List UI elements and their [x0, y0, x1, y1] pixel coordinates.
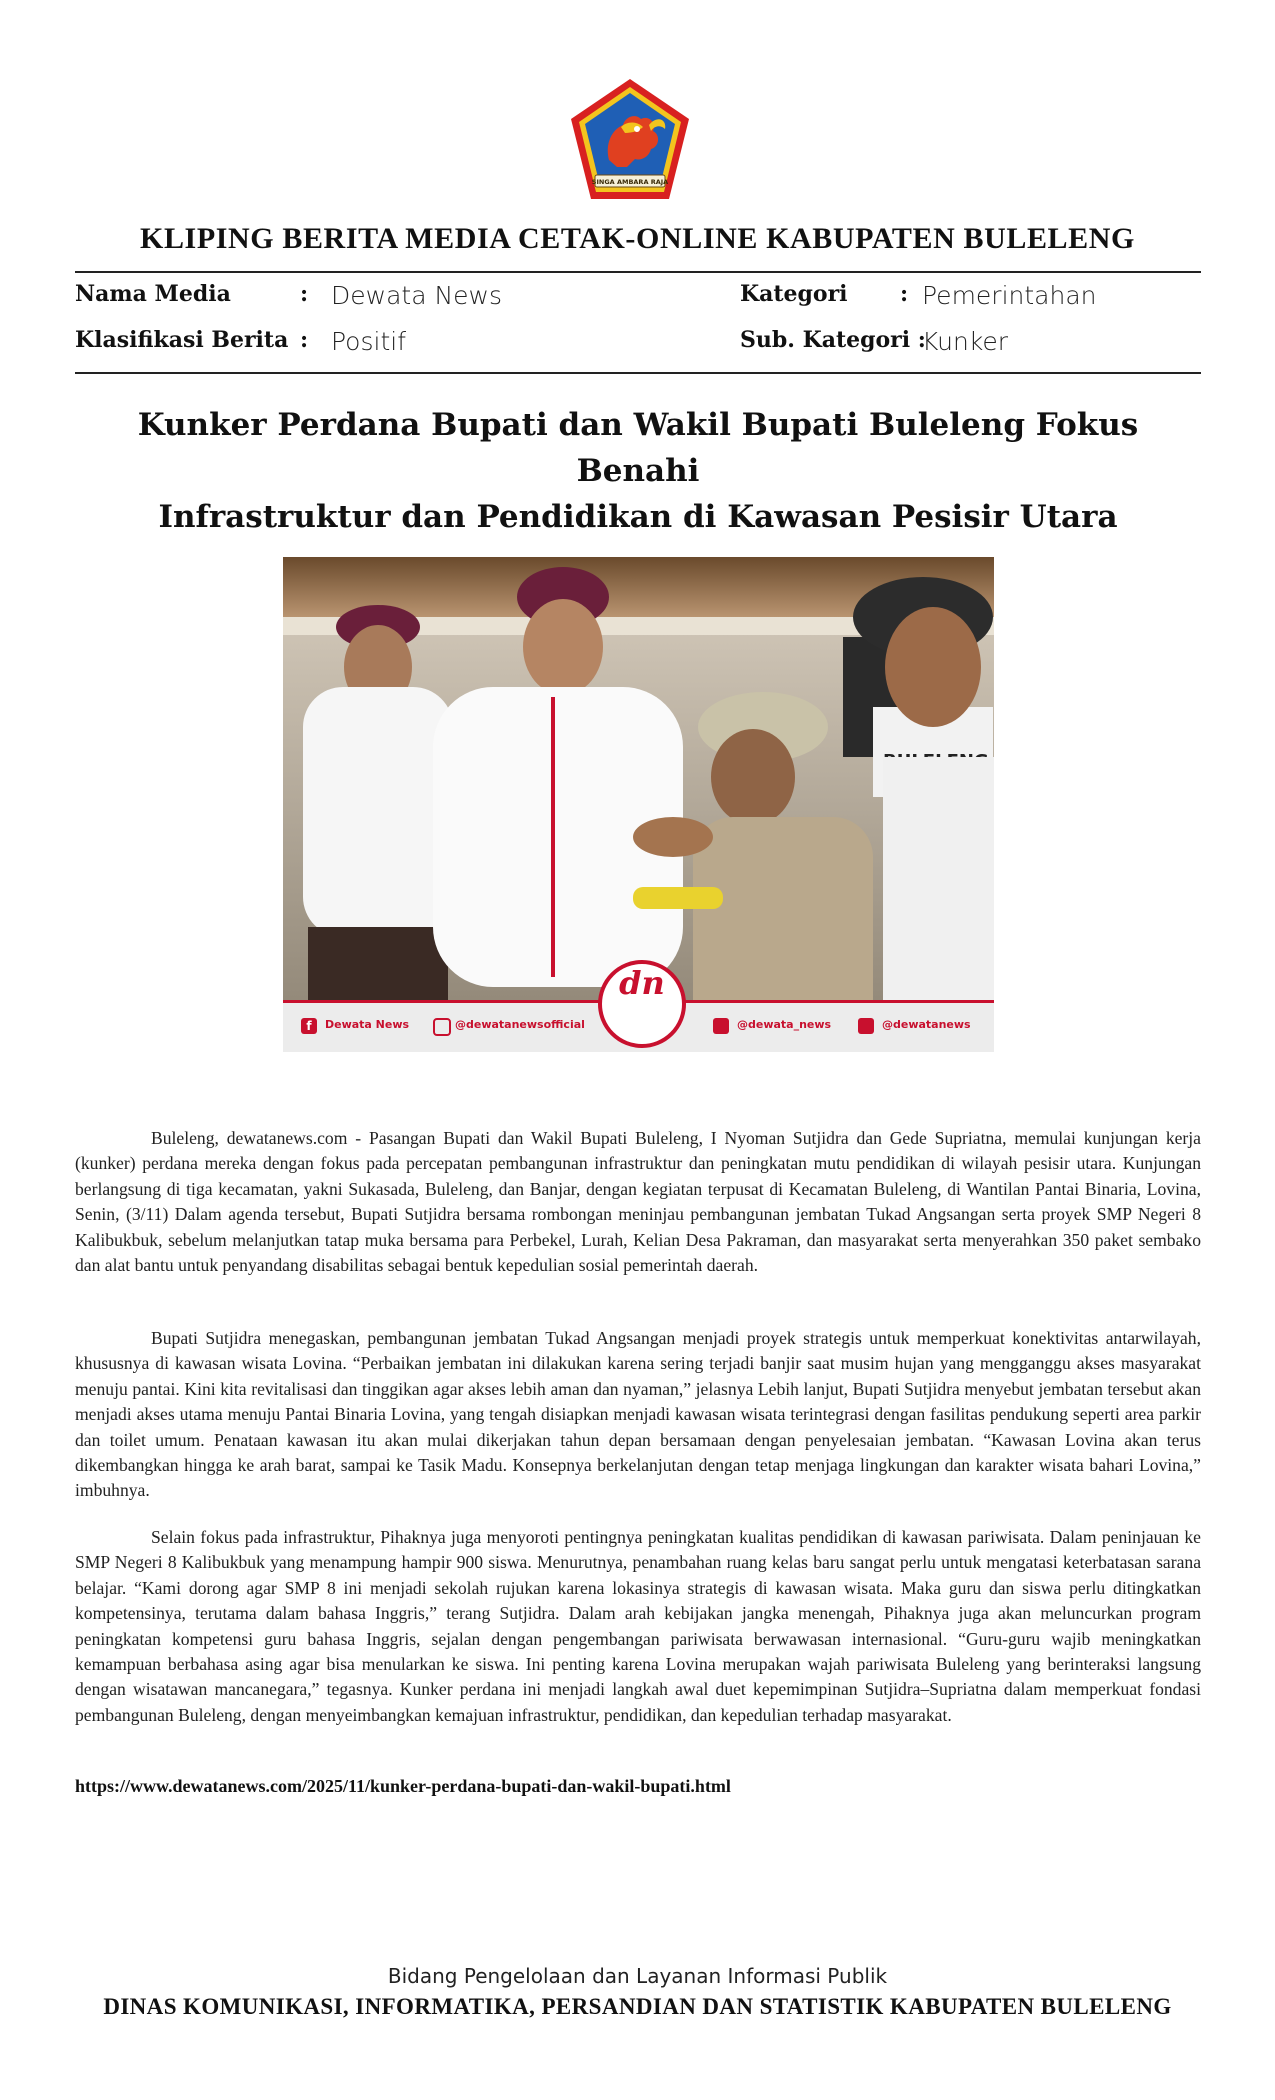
- sub-kategori-label: Sub. Kategori :: [740, 327, 926, 353]
- facebook-icon: f: [301, 1018, 317, 1034]
- nama-media-colon: :: [300, 281, 309, 307]
- klasifikasi-value: Positif: [331, 327, 406, 356]
- instagram-icon: [433, 1018, 451, 1036]
- logo-motto: SINGA AMBARA RAJA: [591, 178, 669, 186]
- twitter-icon: [713, 1018, 729, 1034]
- article-paragraph-1: Buleleng, dewatanews.com - Pasangan Bupati dan Wakil Bupati Buleleng, I Nyoman Sutjidra dan Gede Supriatna, memulai kunjungan kerja (kunker) perdana mereka dengan fokus pada percepatan pembangunan infrastruktur dan peningkatan mutu pendidikan di wilayah pesisir utara. Kunjungan berlangsung di tiga kecamatan, yakni Sukasada, Buleleng, dan Banjar, dengan kegiatan terpusat di Kecamatan Buleleng, di Wantilan Pantai Binaria, Lovina, Senin, (3/11) Dalam agenda tersebut, Bupati Sutjidra bersama rombongan meninjau pembangunan jembatan Tukad Angsangan serta proyek SMP Negeri 8 Kalibukbuk, sebelum melanjutkan tatap muka bersama para Perbekel, Lurah, Kelian Desa Pakraman, dan masyarakat serta menyerahkan 350 paket sembako dan alat bantu untuk penyandang disabilitas sebagai bentuk kepedulian sosial pemerintah daerah.: [75, 1128, 1201, 1276]
- klasifikasi-label: Klasifikasi Berita: [75, 327, 289, 353]
- kategori-label: Kategori: [740, 281, 848, 307]
- footer-division: Bidang Pengelolaan dan Layanan Informasi Publik: [387, 1964, 888, 1988]
- source-url-link[interactable]: https://www.dewatanews.com/2025/11/kunker-perdana-bupati-dan-wakil-bupati.html: [75, 1776, 731, 1796]
- headline-line-1: Kunker Perdana Bupati dan Wakil Bupati Buleleng Fokus Benahi: [137, 407, 1139, 489]
- article-paragraph-2: Bupati Sutjidra menegaskan, pembangunan jembatan Tukad Angsangan menjadi proyek strategis untuk memperkuat konektivitas antarwilayah, khususnya di kawasan wisata Lovina. “Perbaikan jembatan ini dilakukan karena sering terjadi banjir saat musim hujan yang mengganggu akses masyarakat menuju pantai. Kini kita revitalisasi dan tinggikan agar akses lebih aman dan nyaman,” jelasnya Lebih lanjut, Bupati Sutjidra menyebut jembatan tersebut akan menjadi akses utama menuju Pantai Binaria Lovina, yang tengah disiapkan menjadi kawasan wisata terintegrasi dengan fasilitas pendukung seperti area parkir dan toilet umum. Penataan kawasan itu akan mulai dikerjakan tahun depan bersamaan dengan penyelesaian jembatan. “Kawasan Lovina akan terus dikembangkan hingga ke arah barat, sampai ke Tasik Madu. Konsepnya berkelanjutan dengan tetap menjaga lingkungan dan karakter wisata bahari Lovina,” imbuhnya.: [75, 1328, 1201, 1501]
- headline-line-2: Infrastruktur dan Pendidikan di Kawasan Pesisir Utara: [158, 499, 1118, 535]
- tiktok-icon: [858, 1018, 874, 1034]
- twitter-handle: @dewata_news: [737, 1018, 832, 1031]
- sub-kategori-value: Kunker: [922, 327, 1009, 356]
- klasifikasi-colon: :: [300, 327, 309, 353]
- header-divider-top: [75, 271, 1201, 273]
- article-paragraph-3: Selain fokus pada infrastruktur, Pihaknya juga menyoroti pentingnya peningkatan kualitas pendidikan di kawasan pariwisata. Dalam peninjauan ke SMP Negeri 8 Kalibukbuk yang menampung hampir 900 siswa. Menurutnya, penambahan ruang kelas baru sangat perlu untuk mengatasi keterbatasan sarana belajar. “Kami dorong agar SMP 8 ini menjadi sekolah rujukan karena lokasinya strategis di kawasan wisata. Maka guru dan siswa perlu ditingkatkan kompetensinya, terutama dalam bahasa Inggris,” terang Sutjidra. Dalam arah kebijakan jangka menengah, Pihaknya juga akan meluncurkan program peningkatan kompetensi guru bahasa Inggris, sejalan dengan pengembangan pariwisata berwawasan internasional. “Guru-guru wajib meningkatkan kemampuan berbahasa asing agar bisa menularkan ke siswa. Ini penting karena Lovina merupakan wajah pariwisata Buleleng yang berinteraksi langsung dengan wisatawan mancanegara,” tegasnya. Kunker perdana ini menjadi langkah awal duet kepemimpinan Sutjidra–Supriatna dalam memperkuat fondasi pembangunan Buleleng, dengan menyeimbangkan kemajuan infrastruktur, pendidikan, dan kepedulian terhadap masyarakat.: [75, 1527, 1201, 1725]
- tiktok-handle: @dewatanews: [882, 1018, 971, 1031]
- photo-social-bar: [283, 964, 994, 1052]
- instagram-handle: @dewatanewsofficial: [455, 1018, 585, 1031]
- article-headline: [75, 402, 1201, 540]
- kabupaten-buleleng-logo: [565, 75, 695, 203]
- header-divider-bottom: [75, 372, 1201, 374]
- brand-logo: dn: [598, 960, 686, 1048]
- nama-media-label: Nama Media: [75, 281, 231, 307]
- footer-agency: DINAS KOMUNIKASI, INFORMATIKA, PERSANDIAN DAN STATISTIK KABUPATEN BULELENG: [103, 1994, 1172, 2019]
- clipping-header-title: KLIPING BERITA MEDIA CETAK-ONLINE KABUPATEN BULELENG: [140, 222, 1135, 255]
- nama-media-value: Dewata News: [331, 281, 503, 310]
- kategori-colon: :: [900, 281, 909, 307]
- facebook-handle: Dewata News: [325, 1018, 410, 1031]
- kategori-value: Pemerintahan: [922, 281, 1097, 310]
